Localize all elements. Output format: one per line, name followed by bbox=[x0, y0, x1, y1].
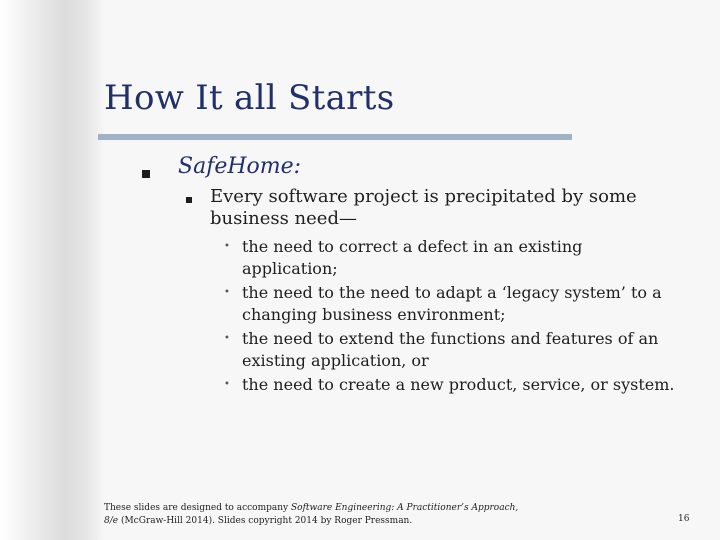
bullet-safehome-text: SafeHome: bbox=[178, 154, 302, 179]
sub-bullet-text: the need to the need to adapt a ‘legacy system’ to a changing business environment; bbox=[242, 283, 662, 324]
sub-bullet-item bbox=[222, 328, 682, 372]
left-gradient-band bbox=[0, 0, 104, 540]
dot-bullet-icon: • bbox=[224, 287, 230, 298]
square-bullet-icon bbox=[142, 170, 150, 178]
bullet-business-need-text: Every software project is precipitated by some business need— bbox=[210, 186, 637, 229]
sub-bullet-item bbox=[222, 236, 682, 280]
page-number: 16 bbox=[678, 514, 690, 524]
dot-bullet-icon: • bbox=[224, 333, 230, 344]
square-bullet-icon bbox=[186, 197, 192, 203]
sub-bullet-text: the need to create a new product, service, or system. bbox=[242, 375, 675, 394]
copyright-footer bbox=[104, 502, 524, 528]
sub-bullet-text: the need to correct a defect in an existing application; bbox=[242, 237, 583, 278]
slide-title: How It all Starts bbox=[104, 78, 395, 118]
dot-bullet-icon: • bbox=[224, 379, 230, 390]
footer-book-title: Software Engineering: A Practitioner’s Approach, 8/e bbox=[104, 503, 519, 526]
dot-bullet-icon: • bbox=[224, 241, 230, 252]
sub-bullet-item bbox=[222, 374, 682, 396]
bullet-business-need bbox=[180, 186, 650, 230]
footer-text-part2: (McGraw-Hill 2014). Slides copyright 2014 by Roger Pressman. bbox=[118, 516, 413, 526]
bullet-safehome bbox=[144, 154, 301, 179]
title-underline-rule bbox=[98, 134, 572, 140]
sub-bullet-item bbox=[222, 282, 682, 326]
footer-text-part1: These slides are designed to accompany bbox=[104, 503, 291, 513]
sub-bullet-list bbox=[222, 236, 682, 398]
sub-bullet-text: the need to extend the functions and features of an existing application, or bbox=[242, 329, 659, 370]
